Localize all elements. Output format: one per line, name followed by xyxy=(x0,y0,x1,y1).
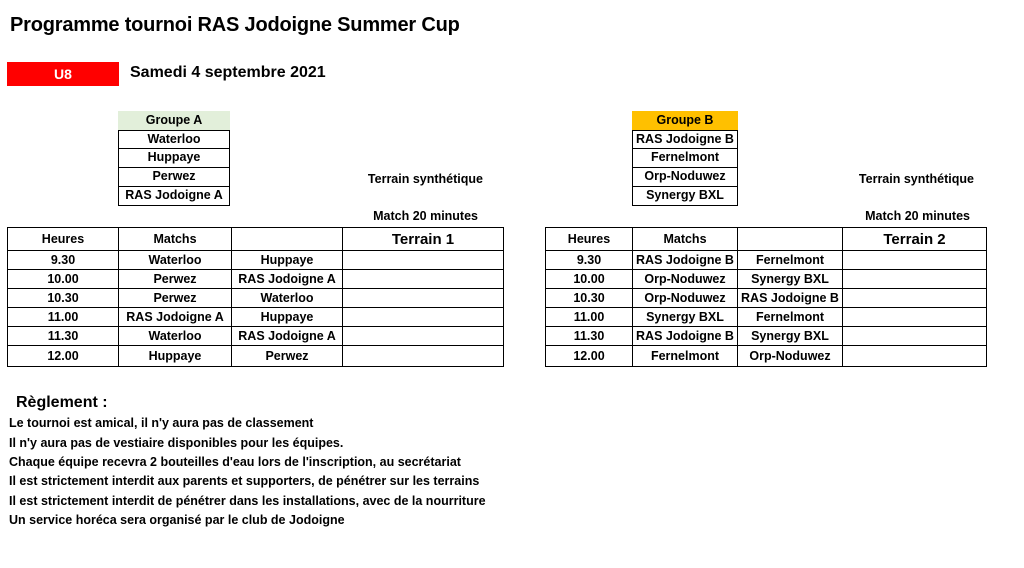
match-away: Perwez xyxy=(232,346,343,367)
rule-line: Il est strictement interdit de pénétrer dans les installations, avec de la nourriture xyxy=(9,494,486,508)
match-away: RAS Jodoigne A xyxy=(232,270,343,289)
field-b-duration: Match 20 minutes xyxy=(865,209,970,223)
match-away: Fernelmont xyxy=(738,308,843,327)
schedule-table-terrain-1 xyxy=(7,227,504,367)
rules-title: Règlement : xyxy=(16,394,108,411)
match-result xyxy=(843,308,987,327)
match-result xyxy=(343,346,504,367)
header-terrain: Terrain 2 xyxy=(843,228,987,251)
table-header-row xyxy=(546,228,987,251)
table-row xyxy=(546,308,987,327)
match-result xyxy=(343,270,504,289)
match-home: RAS Jodoigne B xyxy=(633,251,738,270)
match-home: Fernelmont xyxy=(633,346,738,367)
rule-line: Il n'y aura pas de vestiaire disponibles pour les équipes. xyxy=(9,436,344,450)
group-a-header: Groupe A xyxy=(118,111,230,130)
match-result xyxy=(343,327,504,346)
header-hours: Heures xyxy=(8,228,119,251)
group-b-team: Orp-Noduwez xyxy=(632,168,738,187)
schedule-table-terrain-2 xyxy=(545,227,987,367)
header-terrain: Terrain 1 xyxy=(343,228,504,251)
match-time: 10.30 xyxy=(8,289,119,308)
match-time: 11.30 xyxy=(546,327,633,346)
field-a-surface: Terrain synthétique xyxy=(367,172,483,186)
table-header-row xyxy=(8,228,504,251)
match-home: Perwez xyxy=(119,270,232,289)
rule-line: Un service horéca sera organisé par le club de Jodoigne xyxy=(9,513,345,527)
match-home: Waterloo xyxy=(119,251,232,270)
category-badge: U8 xyxy=(7,62,119,86)
group-a xyxy=(118,111,230,206)
table-row xyxy=(8,327,504,346)
group-a-team: RAS Jodoigne A xyxy=(118,187,230,206)
match-result xyxy=(843,251,987,270)
group-b-header: Groupe B xyxy=(632,111,738,130)
match-home: Perwez xyxy=(119,289,232,308)
match-result xyxy=(843,270,987,289)
field-a-duration: Match 20 minutes xyxy=(373,209,478,223)
table-row xyxy=(546,346,987,367)
match-away: Synergy BXL xyxy=(738,270,843,289)
match-time: 10.00 xyxy=(546,270,633,289)
match-away: Huppaye xyxy=(232,251,343,270)
match-time: 11.00 xyxy=(8,308,119,327)
match-home: RAS Jodoigne A xyxy=(119,308,232,327)
match-away: RAS Jodoigne B xyxy=(738,289,843,308)
match-home: Synergy BXL xyxy=(633,308,738,327)
match-away: Orp-Noduwez xyxy=(738,346,843,367)
header-hours: Heures xyxy=(546,228,633,251)
match-result xyxy=(343,308,504,327)
match-time: 9.30 xyxy=(8,251,119,270)
table-row xyxy=(546,327,987,346)
match-result xyxy=(343,251,504,270)
match-result xyxy=(343,289,504,308)
match-time: 11.00 xyxy=(546,308,633,327)
match-away: Waterloo xyxy=(232,289,343,308)
rule-line: Le tournoi est amical, il n'y aura pas de classement xyxy=(9,416,314,430)
header-empty xyxy=(232,228,343,251)
rule-line: Il est strictement interdit aux parents et supporters, de pénétrer sur les terrains xyxy=(9,474,480,488)
table-row xyxy=(8,251,504,270)
group-b-team: RAS Jodoigne B xyxy=(632,130,738,149)
match-away: Fernelmont xyxy=(738,251,843,270)
field-b-surface: Terrain synthétique xyxy=(858,172,974,186)
table-row xyxy=(8,308,504,327)
match-away: RAS Jodoigne A xyxy=(232,327,343,346)
table-row xyxy=(546,289,987,308)
group-b xyxy=(632,111,738,206)
group-a-team: Huppaye xyxy=(118,149,230,168)
table-row xyxy=(8,346,504,367)
header-empty xyxy=(738,228,843,251)
match-result xyxy=(843,346,987,367)
match-away: Synergy BXL xyxy=(738,327,843,346)
group-a-team: Perwez xyxy=(118,168,230,187)
header-matches: Matchs xyxy=(119,228,232,251)
match-time: 10.00 xyxy=(8,270,119,289)
match-time: 10.30 xyxy=(546,289,633,308)
match-result xyxy=(843,327,987,346)
match-home: Orp-Noduwez xyxy=(633,289,738,308)
rule-line: Chaque équipe recevra 2 bouteilles d'eau lors de l'inscription, au secrétariat xyxy=(9,455,461,469)
match-home: Orp-Noduwez xyxy=(633,270,738,289)
group-b-team: Synergy BXL xyxy=(632,187,738,206)
page-title: Programme tournoi RAS Jodoigne Summer Cup xyxy=(10,14,460,36)
match-home: Waterloo xyxy=(119,327,232,346)
table-row xyxy=(8,289,504,308)
table-row xyxy=(546,270,987,289)
match-home: Huppaye xyxy=(119,346,232,367)
match-away: Huppaye xyxy=(232,308,343,327)
match-result xyxy=(843,289,987,308)
group-b-team: Fernelmont xyxy=(632,149,738,168)
match-time: 11.30 xyxy=(8,327,119,346)
table-row xyxy=(546,251,987,270)
match-time: 12.00 xyxy=(546,346,633,367)
match-time: 12.00 xyxy=(8,346,119,367)
match-time: 9.30 xyxy=(546,251,633,270)
match-home: RAS Jodoigne B xyxy=(633,327,738,346)
event-date: Samedi 4 septembre 2021 xyxy=(130,64,326,81)
header-matches: Matchs xyxy=(633,228,738,251)
group-a-team: Waterloo xyxy=(118,130,230,149)
table-row xyxy=(8,270,504,289)
